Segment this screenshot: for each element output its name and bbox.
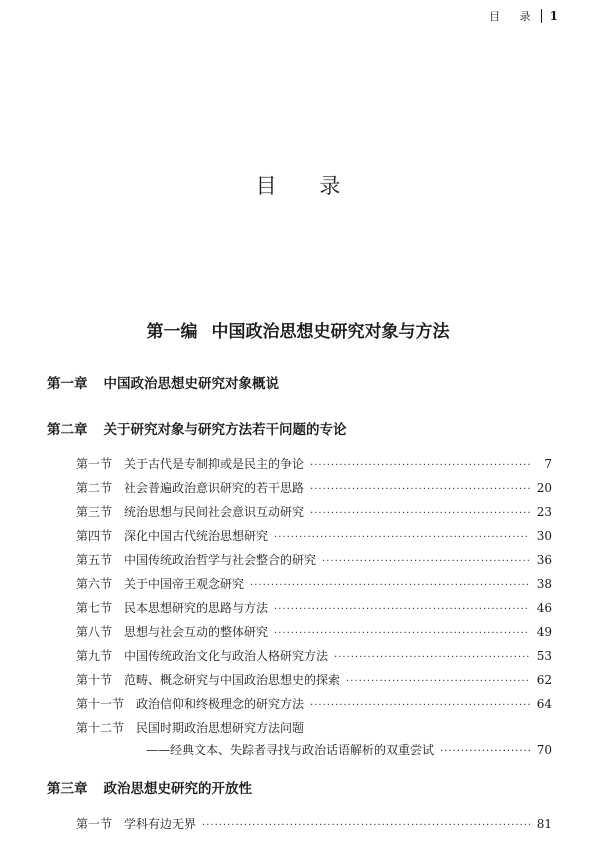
dot-leader xyxy=(310,700,530,711)
section-number: 第六节 xyxy=(76,577,113,591)
dot-leader xyxy=(310,508,530,519)
toc-entry[interactable] xyxy=(76,503,552,519)
page-ref: 30 xyxy=(536,529,552,543)
chapter-number: 第二章 xyxy=(47,422,88,438)
dot-leader xyxy=(274,532,530,543)
section-title: 中国传统政治哲学与社会整合的研究 xyxy=(124,553,317,567)
section-title: 学科有边无界 xyxy=(124,817,197,831)
chapter-heading[interactable] xyxy=(47,372,279,392)
toc-entry[interactable] xyxy=(76,575,552,591)
toc-entry[interactable] xyxy=(76,479,552,495)
dot-leader xyxy=(274,628,530,639)
chapter-number: 第三章 xyxy=(47,781,88,797)
running-header xyxy=(489,8,558,24)
dot-leader xyxy=(310,484,530,495)
section-title: 政治信仰和终极理念的研究方法 xyxy=(136,697,305,711)
toc-entry[interactable] xyxy=(76,527,552,543)
section-number: 第九节 xyxy=(76,649,113,663)
section-number: 第八节 xyxy=(76,625,113,639)
chapter-heading[interactable] xyxy=(47,777,252,797)
dot-leader xyxy=(322,556,530,567)
page-ref: 64 xyxy=(536,697,552,711)
page-ref: 62 xyxy=(536,673,552,687)
dot-leader xyxy=(250,580,530,591)
chapter-heading[interactable] xyxy=(47,418,347,438)
page-ref: 81 xyxy=(536,817,552,831)
running-header-title: 目 录 xyxy=(489,10,539,23)
page-ref: 49 xyxy=(536,625,552,639)
section-number: 第四节 xyxy=(76,529,113,543)
toc-title: 目 录 xyxy=(255,174,359,198)
section-title: 思想与社会互动的整体研究 xyxy=(124,625,269,639)
toc-entry[interactable] xyxy=(76,551,552,567)
section-title: 深化中国古代统治思想研究 xyxy=(124,529,269,543)
toc-entry[interactable] xyxy=(76,623,552,639)
chapter-title: 政治思想史研究的开放性 xyxy=(103,781,252,797)
section-title: 范畴、概念研究与中国政治思想史的探索 xyxy=(124,673,341,687)
section-number: 第二节 xyxy=(76,481,113,495)
chapter-number: 第一章 xyxy=(47,376,88,392)
toc-entry[interactable] xyxy=(76,695,552,711)
toc-entry[interactable] xyxy=(76,815,552,831)
page-ref: 7 xyxy=(544,457,552,471)
section-number: 第十二节 xyxy=(76,721,125,735)
page-ref: 46 xyxy=(536,601,552,615)
page-ref: 38 xyxy=(536,577,552,591)
page-ref: 20 xyxy=(536,481,552,495)
chapter-title: 中国政治思想史研究对象概说 xyxy=(103,376,279,392)
toc-entry[interactable] xyxy=(76,455,552,471)
section-subtitle: ——经典文本、失踪者寻找与政治话语解析的双重尝试 xyxy=(146,743,435,757)
section-title: 关于中国帝王观念研究 xyxy=(124,577,245,591)
page-ref: 23 xyxy=(536,505,552,519)
section-number: 第一节 xyxy=(76,457,113,471)
part-heading xyxy=(0,317,596,342)
section-title: 民国时期政治思想研究方法问题 xyxy=(136,721,305,735)
part-title: 中国政治思想史研究对象与方法 xyxy=(211,322,450,342)
section-title: 中国传统政治文化与政治人格研究方法 xyxy=(124,649,329,663)
dot-leader xyxy=(310,460,530,471)
toc-entry-continuation[interactable] xyxy=(146,741,552,757)
section-title: 民本思想研究的思路与方法 xyxy=(124,601,269,615)
toc-entry[interactable] xyxy=(76,719,304,736)
section-number: 第五节 xyxy=(76,553,113,567)
section-title: 关于古代是专制抑或是民主的争论 xyxy=(124,457,305,471)
dot-leader xyxy=(334,652,530,663)
page-ref: 53 xyxy=(536,649,552,663)
page-ref: 70 xyxy=(536,743,552,757)
page-number: 1 xyxy=(549,9,558,23)
dot-leader xyxy=(346,676,530,687)
dot-leader xyxy=(440,746,531,757)
header-divider xyxy=(541,9,542,23)
section-title: 社会普遍政治意识研究的若干思路 xyxy=(124,481,305,495)
chapter-title: 关于研究对象与研究方法若干问题的专论 xyxy=(103,422,347,438)
section-number: 第十一节 xyxy=(76,697,125,711)
toc-entry[interactable] xyxy=(76,599,552,615)
dot-leader xyxy=(202,820,530,831)
page-ref: 36 xyxy=(536,553,552,567)
toc-entry[interactable] xyxy=(76,671,552,687)
part-number: 第一编 xyxy=(146,322,198,342)
section-title: 统治思想与民间社会意识互动研究 xyxy=(124,505,305,519)
dot-leader xyxy=(274,604,530,615)
toc-entry[interactable] xyxy=(76,647,552,663)
section-number: 第三节 xyxy=(76,505,113,519)
section-number: 第七节 xyxy=(76,601,113,615)
section-number: 第一节 xyxy=(76,817,113,831)
section-number: 第十节 xyxy=(76,673,113,687)
